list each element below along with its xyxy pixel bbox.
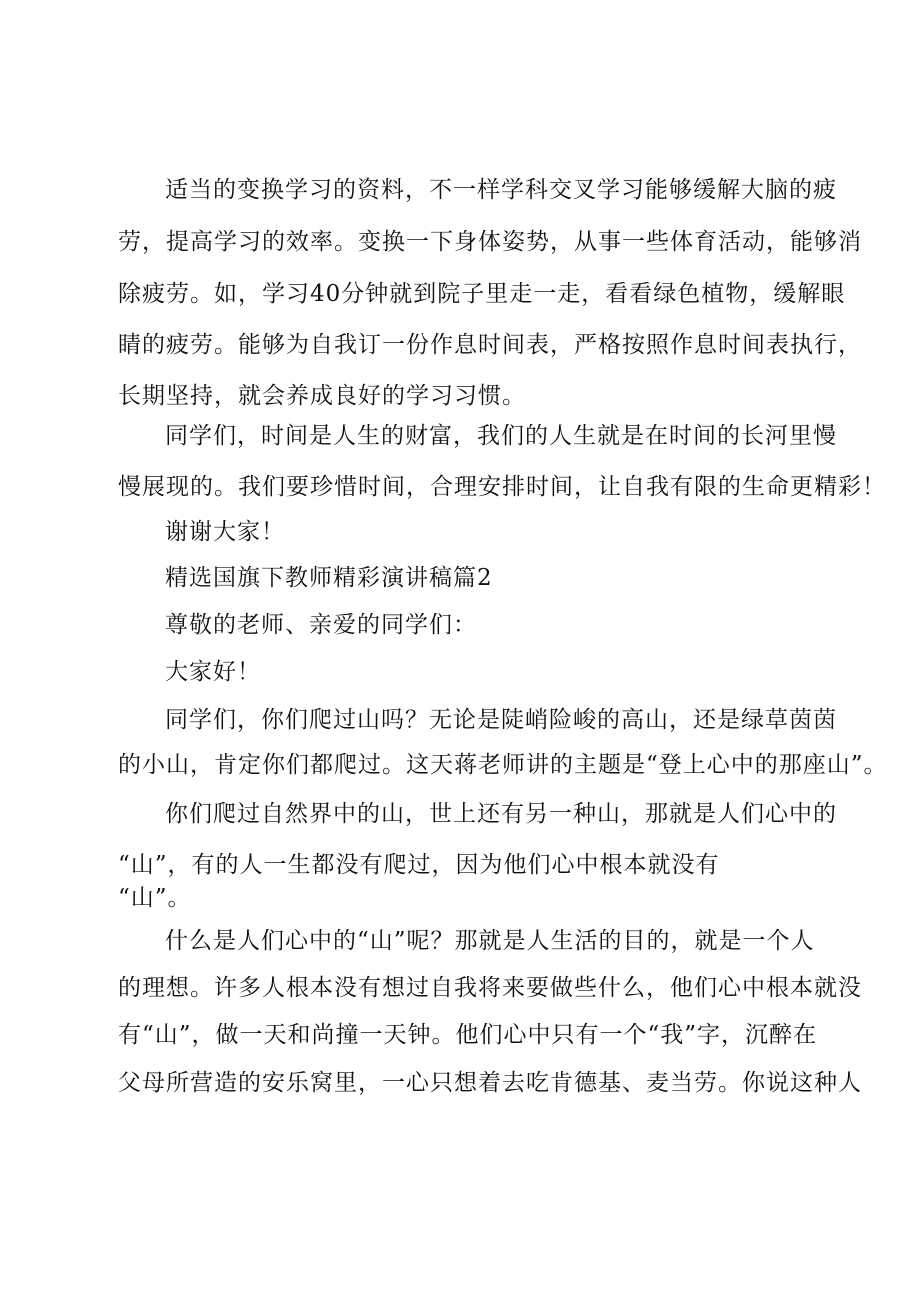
text-line: 你们爬过自然界中的山，世上还有另一种山，那就是人们心中的 bbox=[165, 801, 837, 827]
text-line: 除疲劳。如，学习40分钟就到院子里走一走，看看绿色植物，缓解眼 bbox=[118, 281, 846, 307]
text-line: 什么是人们心中的“山”呢？那就是人生活的目的，就是一个人 bbox=[165, 928, 815, 954]
text-line: 同学们，你们爬过山吗？无论是陡峭险峻的高山，还是绿草茵茵 bbox=[165, 707, 837, 733]
text-line: “山”。 bbox=[118, 885, 192, 911]
section-heading: 精选国旗下教师精彩演讲稿篇2 bbox=[165, 565, 493, 591]
text-line: 慢展现的。我们要珍惜时间，合理安排时间，让自我有限的生命更精彩！ bbox=[118, 474, 886, 500]
text-line: 谢谢大家！ bbox=[165, 519, 285, 545]
text-line: 大家好！ bbox=[165, 659, 261, 685]
text-line: 睛的疲劳。能够为自我订一份作息时间表，严格按照作息时间表执行， bbox=[118, 332, 862, 358]
text-line: 长期坚持，就会养成良好的学习习惯。 bbox=[118, 383, 526, 409]
text-line: 同学们，时间是人生的财富，我们的人生就是在时间的长河里慢 bbox=[165, 423, 837, 449]
text-line: 劳，提高学习的效率。变换一下身体姿势，从事一些体育活动，能够消 bbox=[118, 229, 862, 255]
text-line: “山”，有的人一生都没有爬过，因为他们心中根本就没有 bbox=[118, 852, 720, 878]
text-line: 父母所营造的安乐窝里，一心只想着去吃肯德基、麦当劳。你说这种人 bbox=[118, 1070, 862, 1096]
text-line: 有“山”，做一天和尚撞一天钟。他们心中只有一个“我”字，沉醉在 bbox=[118, 1022, 818, 1048]
text-line: 的小山，肯定你们都爬过。这天蒋老师讲的主题是“登上心中的那座山”。 bbox=[118, 752, 888, 778]
text-line: 适当的变换学习的资料，不一样学科交叉学习能够缓解大脑的疲 bbox=[165, 177, 837, 203]
text-line: 的理想。许多人根本没有想过自我将来要做些什么，他们心中根本就没 bbox=[118, 975, 862, 1001]
text-line: 尊敬的老师、亲爱的同学们： bbox=[165, 612, 477, 638]
